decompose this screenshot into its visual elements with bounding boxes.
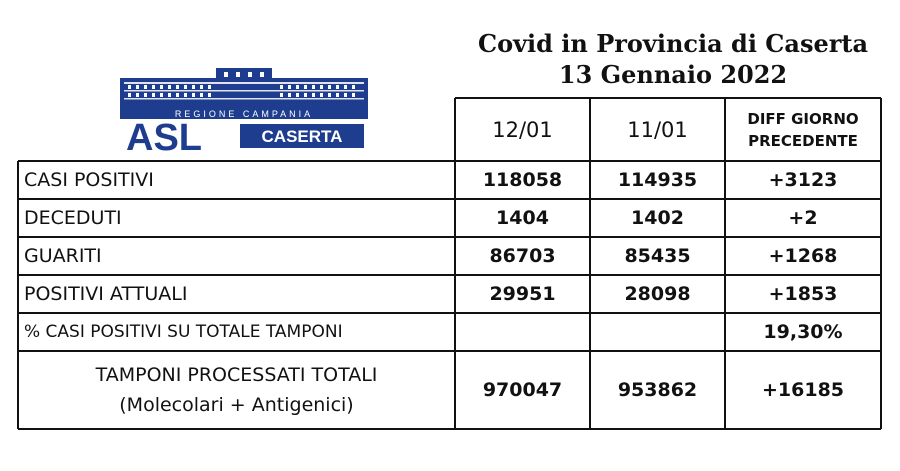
cell-tamponi-diff: +16185 [761, 379, 845, 401]
logo-caserta-text: CASERTA [261, 127, 343, 146]
logo-region-text: REGIONE CAMPANIA [174, 109, 314, 119]
logo-asl-text: ASL [126, 117, 202, 153]
cell-deceduti-1201: 1404 [496, 207, 549, 229]
cell-positivi-attuali-1201: 29951 [489, 283, 556, 305]
tamponi-label-line-2: (Molecolari + Antigenici) [119, 394, 354, 416]
row-label-casi-positivi: CASI POSITIVI [24, 169, 154, 191]
cell-casi-positivi-1201: 118058 [482, 169, 563, 191]
cell-tamponi-1201: 970047 [482, 379, 563, 401]
cell-perc-positivi-1101 [590, 313, 725, 351]
cell-guariti-1101: 85435 [624, 245, 691, 267]
cell-positivi-attuali-1101: 28098 [624, 283, 691, 305]
title-line-1: Covid in Provincia di Caserta [477, 29, 869, 58]
row-label-perc-positivi-tamponi: % CASI POSITIVI SU TOTALE TAMPONI [24, 322, 343, 342]
title-line-2: 13 Gennaio 2022 [558, 60, 788, 89]
cell-perc-positivi-diff: 19,30% [763, 321, 843, 343]
cell-positivi-attuali-diff: +1853 [768, 283, 838, 305]
cell-deceduti-1101: 1402 [631, 207, 684, 229]
row-label-positivi-attuali: POSITIVI ATTUALI [24, 283, 188, 305]
cell-casi-positivi-1101: 114935 [617, 169, 698, 191]
header-col-1101: 11/01 [627, 117, 688, 142]
cell-deceduti-diff: +2 [788, 207, 818, 229]
header-col-1201: 12/01 [492, 117, 553, 142]
row-label-guariti: GUARITI [24, 245, 102, 267]
cell-tamponi-1101: 953862 [617, 379, 698, 401]
row-label-deceduti: DECEDUTI [24, 207, 122, 229]
header-col-diff [725, 98, 881, 161]
cell-casi-positivi-diff: +3123 [768, 169, 838, 191]
cell-guariti-diff: +1268 [768, 245, 838, 267]
header-diff-line-1: DIFF GIORNO [747, 109, 859, 128]
cell-guariti-1201: 86703 [489, 245, 556, 267]
tamponi-label-line-1: TAMPONI PROCESSATI TOTALI [95, 364, 378, 386]
cell-perc-positivi-1201 [455, 313, 590, 351]
header-diff-line-2: PRECEDENTE [748, 131, 858, 150]
asl-caserta-logo [120, 68, 368, 153]
row-label-tamponi-totali [18, 351, 455, 429]
